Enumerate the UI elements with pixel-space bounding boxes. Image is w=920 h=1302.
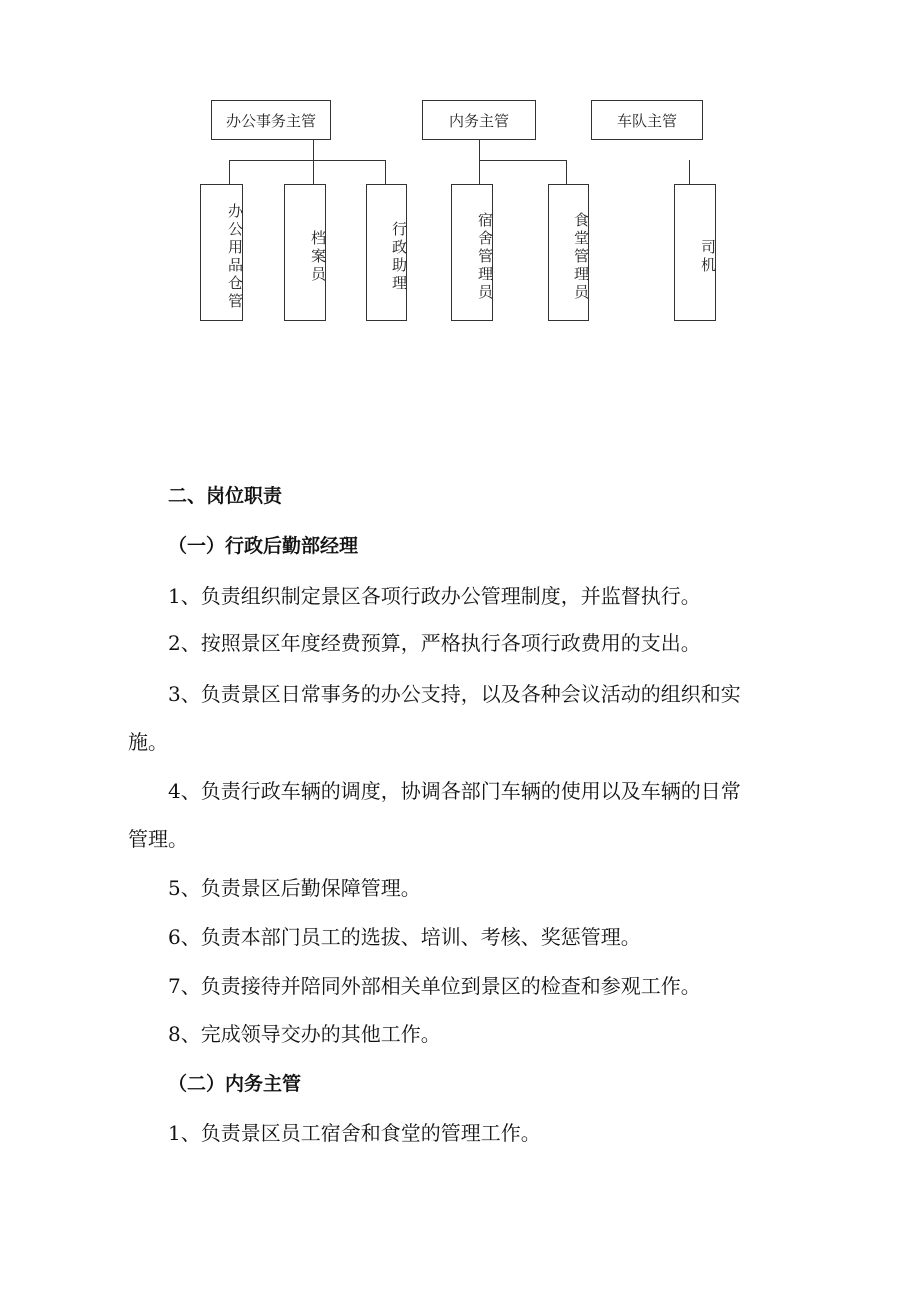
connector-line xyxy=(313,140,314,161)
duty-item-8: 8、完成领导交办的其他工作。 xyxy=(168,1022,441,1046)
duty-item-5: 5、负责景区后勤保障管理。 xyxy=(168,876,421,900)
org-box-fleet-supervisor: 车队主管 xyxy=(591,100,703,140)
duty-item-6: 6、负责本部门员工的选拔、培训、考核、奖惩管理。 xyxy=(168,925,641,949)
connector-line xyxy=(479,140,480,161)
org-box-canteen-manager: 食堂管理员 xyxy=(548,184,589,321)
duty-item-4-continued: 管理。 xyxy=(128,827,188,851)
connector-line xyxy=(313,160,314,184)
org-box-office-affairs-supervisor: 办公事务主管 xyxy=(211,100,331,140)
connector-line xyxy=(479,160,480,184)
duty-item-3: 3、负责景区日常事务的办公支持，以及各种会议活动的组织和实 xyxy=(168,682,741,706)
duty-item-4: 4、负责行政车辆的调度，协调各部门车辆的使用以及车辆的日常 xyxy=(168,779,741,803)
subsection-title-internal-affairs: （二）内务主管 xyxy=(168,1073,302,1095)
org-box-archivist: 档案员 xyxy=(284,184,326,321)
org-box-admin-assistant: 行政助理 xyxy=(366,184,407,321)
org-box-internal-affairs-supervisor: 内务主管 xyxy=(422,100,536,140)
connector-line xyxy=(229,160,230,184)
org-box-office-supplies-keeper: 办公用品仓管 xyxy=(200,184,243,321)
subsection-title-manager: （一）行政后勤部经理 xyxy=(168,535,359,557)
connector-line xyxy=(479,160,567,161)
org-box-driver: 司机 xyxy=(674,184,716,321)
duty-item-2: 2、按照景区年度经费预算，严格执行各项行政费用的支出。 xyxy=(168,631,701,655)
connector-line xyxy=(689,160,690,184)
org-chart xyxy=(0,0,920,340)
connector-line xyxy=(229,160,386,161)
section-title: 二、岗位职责 xyxy=(168,485,283,507)
duty-item-3-continued: 施。 xyxy=(128,730,168,754)
duty-item-7: 7、负责接待并陪同外部相关单位到景区的检查和参观工作。 xyxy=(168,974,701,998)
connector-line xyxy=(385,160,386,184)
duty-item-internal-1: 1、负责景区员工宿舍和食堂的管理工作。 xyxy=(168,1121,541,1145)
duty-item-1: 1、负责组织制定景区各项行政办公管理制度，并监督执行。 xyxy=(168,584,701,608)
connector-line xyxy=(566,160,567,184)
org-box-dormitory-manager: 宿舍管理员 xyxy=(451,184,493,321)
